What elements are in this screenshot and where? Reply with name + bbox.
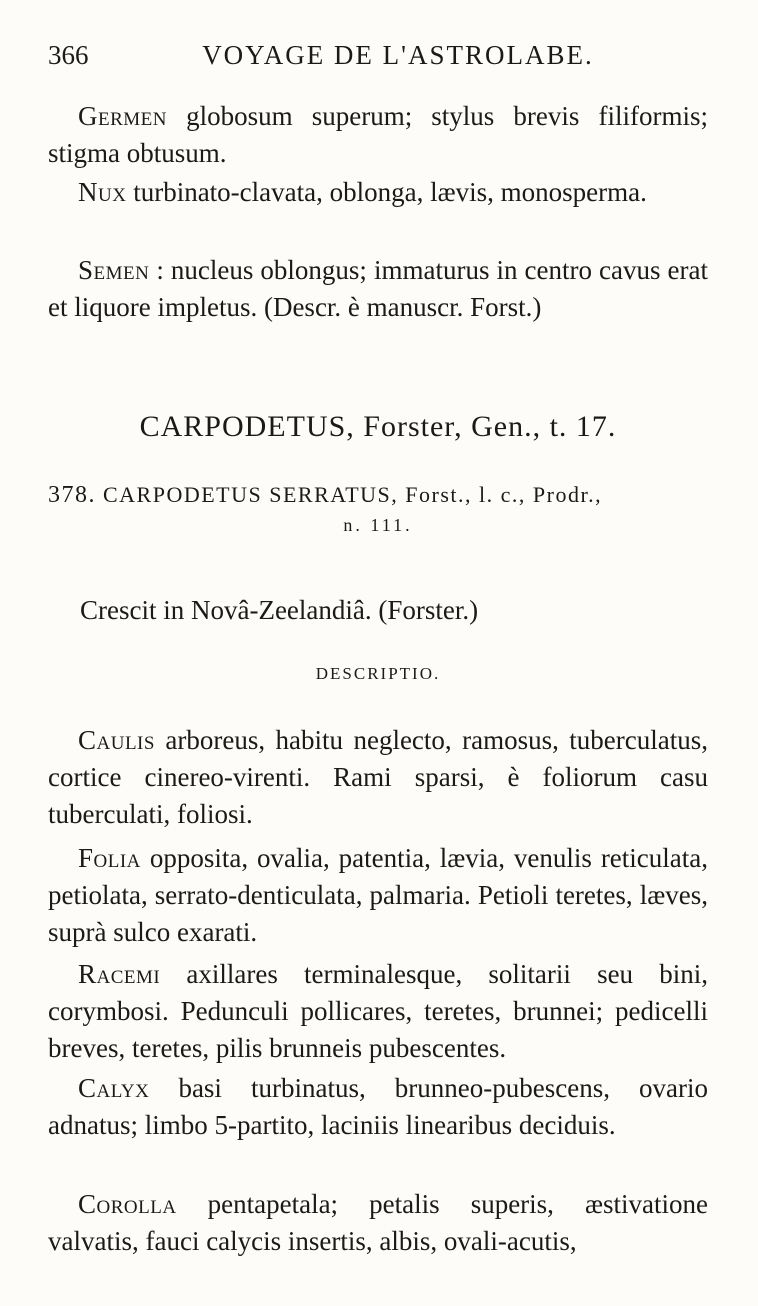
- paragraph-lead: Calyx: [78, 1073, 150, 1103]
- calyx-paragraph: [48, 1070, 708, 1144]
- paragraph-text: basi turbinatus, brunneo-pubescens, ovario adnatus; limbo 5-partito, laciniis linearibus deciduis.: [48, 1073, 708, 1140]
- germen-paragraph: [48, 98, 708, 172]
- corolla-paragraph: [48, 1186, 708, 1260]
- paragraph-text: pentapetala; petalis superis, æstivatione valvatis, fauci calycis insertis, albis, ovali-acutis,: [48, 1189, 708, 1256]
- species-citation: Forst., l. c., Prodr.,: [405, 482, 603, 507]
- paragraph-lead: Folia: [78, 843, 141, 873]
- species-citation-number: n. 111.: [343, 515, 413, 535]
- paragraph-lead: Semen: [78, 255, 150, 285]
- habitat-line: Crescit in Novâ-Zeelandiâ. (Forster.): [80, 595, 479, 625]
- paragraph-lead: Caulis: [78, 725, 155, 755]
- caulis-paragraph: [48, 722, 708, 833]
- paragraph-text: globosum superum; stylus brevis filiformis; stigma obtusum.: [48, 101, 708, 168]
- folia-paragraph: [48, 840, 708, 951]
- paragraph-text: arboreus, habitu neglecto, ramosus, tuberculatus, cortice cinereo-virenti. Rami sparsi, è foliorum casu tuberculati, foliosi.: [48, 725, 708, 829]
- paragraph-lead: Corolla: [78, 1189, 177, 1219]
- paragraph-text: axillares terminalesque, solitarii seu bini, corymbosi. Pedunculi pollicares, teretes, brunnei; pedicelli breves, teretes, pilis brunneis pubescentes.: [48, 959, 708, 1063]
- racemi-paragraph: [48, 956, 708, 1067]
- species-entry: [48, 480, 708, 540]
- page-number: 366: [48, 40, 89, 70]
- genus-heading: CARPODETUS, Forster, Gen., t. 17.: [139, 410, 617, 443]
- paragraph-lead: Racemi: [78, 959, 161, 989]
- species-number: 378.: [48, 482, 96, 508]
- paragraph-text: turbinato-clavata, oblonga, lævis, monosperma.: [126, 177, 647, 207]
- paragraph-lead: Germen: [78, 101, 167, 131]
- nux-paragraph: [48, 174, 708, 211]
- running-title: VOYAGE DE L'ASTROLABE.: [202, 40, 594, 70]
- paragraph-text: opposita, ovalia, patentia, lævia, venulis reticulata, petiolata, serrato-denticulata, palmaria. Petioli teretes, læves, suprà sulco exarati.: [48, 843, 708, 947]
- paragraph-text: : nucleus oblongus; immaturus in centro cavus erat et liquore impletus. (Descr. è manuscr. Forst.): [48, 255, 708, 322]
- species-name: CARPODETUS SERRATUS,: [103, 482, 399, 507]
- running-header: [48, 40, 708, 80]
- semen-paragraph: [48, 252, 708, 326]
- section-heading: DESCRIPTIO.: [315, 664, 441, 683]
- paragraph-lead: Nux: [78, 177, 127, 207]
